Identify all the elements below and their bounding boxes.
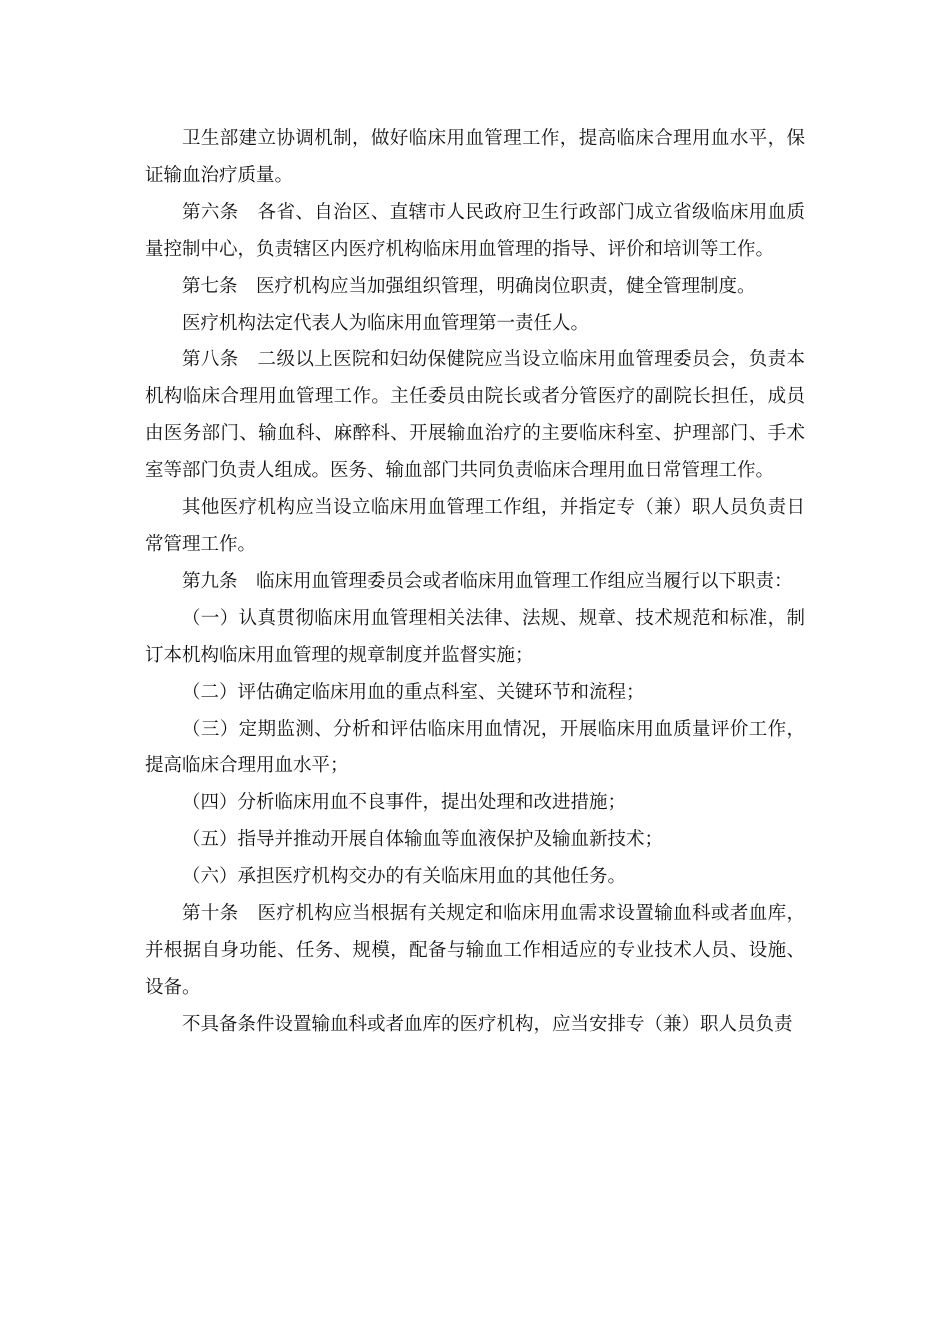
paragraph-line: 医疗机构法定代表人为临床用血管理第一责任人。 <box>182 312 590 334</box>
paragraph-line: 订本机构临床用血管理的规章制度并监督实施； <box>145 644 534 666</box>
paragraph-line: 常管理工作。 <box>145 533 257 555</box>
paragraph-line: （六）承担医疗机构交办的有关临床用血的其他任务。 <box>182 866 627 888</box>
paragraph-line: 第九条 临床用血管理委员会或者临床用血管理工作组应当履行以下职责： <box>182 570 793 592</box>
paragraph-line: （三）定期监测、分析和评估临床用血情况，开展临床用血质量评价工作， <box>182 718 805 740</box>
paragraph-line: 卫生部建立协调机制，做好临床用血管理工作，提高临床合理用血水平，保 <box>182 128 805 149</box>
paragraph-line: 第六条 各省、自治区、直辖市人民政府卫生行政部门成立省级临床用血质 <box>182 201 805 223</box>
paragraph-line: （二）评估确定临床用血的重点科室、关键环节和流程； <box>182 681 645 703</box>
paragraph-line: （四）分析临床用血不良事件，提出处理和改进措施； <box>182 792 627 814</box>
paragraph-line: 第七条 医疗机构应当加强组织管理，明确岗位职责，健全管理制度。 <box>182 275 756 297</box>
paragraph-line: 其他医疗机构应当设立临床用血管理工作组，并指定专（兼）职人员负责日 <box>182 497 805 519</box>
paragraph-line: 量控制中心，负责辖区内医疗机构临床用血管理的指导、评价和培训等工作。 <box>145 238 775 260</box>
paragraph-line: 机构临床合理用血管理工作。主任委员由院长或者分管医疗的副院长担任，成员 <box>145 386 805 408</box>
paragraph-line: 提高临床合理用血水平； <box>145 755 349 777</box>
paragraph-line: （一）认真贯彻临床用血管理相关法律、法规、规章、技术规范和标准，制 <box>182 607 805 629</box>
paragraph-line: 并根据自身功能、任务、规模，配备与输血工作相适应的专业技术人员、设施、 <box>145 939 805 961</box>
paragraph-line: 证输血治疗质量。 <box>145 164 294 186</box>
paragraph-line: 由医务部门、输血科、麻醉科、开展输血治疗的主要临床科室、护理部门、手术 <box>145 423 805 445</box>
paragraph-line: 室等部门负责人组成。医务、输血部门共同负责临床合理用血日常管理工作。 <box>145 460 775 482</box>
paragraph-line: 不具备条件设置输血科或者血库的医疗机构，应当安排专（兼）职人员负责 <box>182 1013 793 1035</box>
paragraph-line: （五）指导并推动开展自体输血等血液保护及输血新技术； <box>182 829 664 851</box>
paragraph-line: 第十条 医疗机构应当根据有关规定和临床用血需求设置输血科或者血库， <box>182 903 805 925</box>
paragraph-line: 设备。 <box>145 976 201 998</box>
document-body <box>145 121 805 1044</box>
paragraph-line: 第八条 二级以上医院和妇幼保健院应当设立临床用血管理委员会，负责本 <box>182 349 805 371</box>
